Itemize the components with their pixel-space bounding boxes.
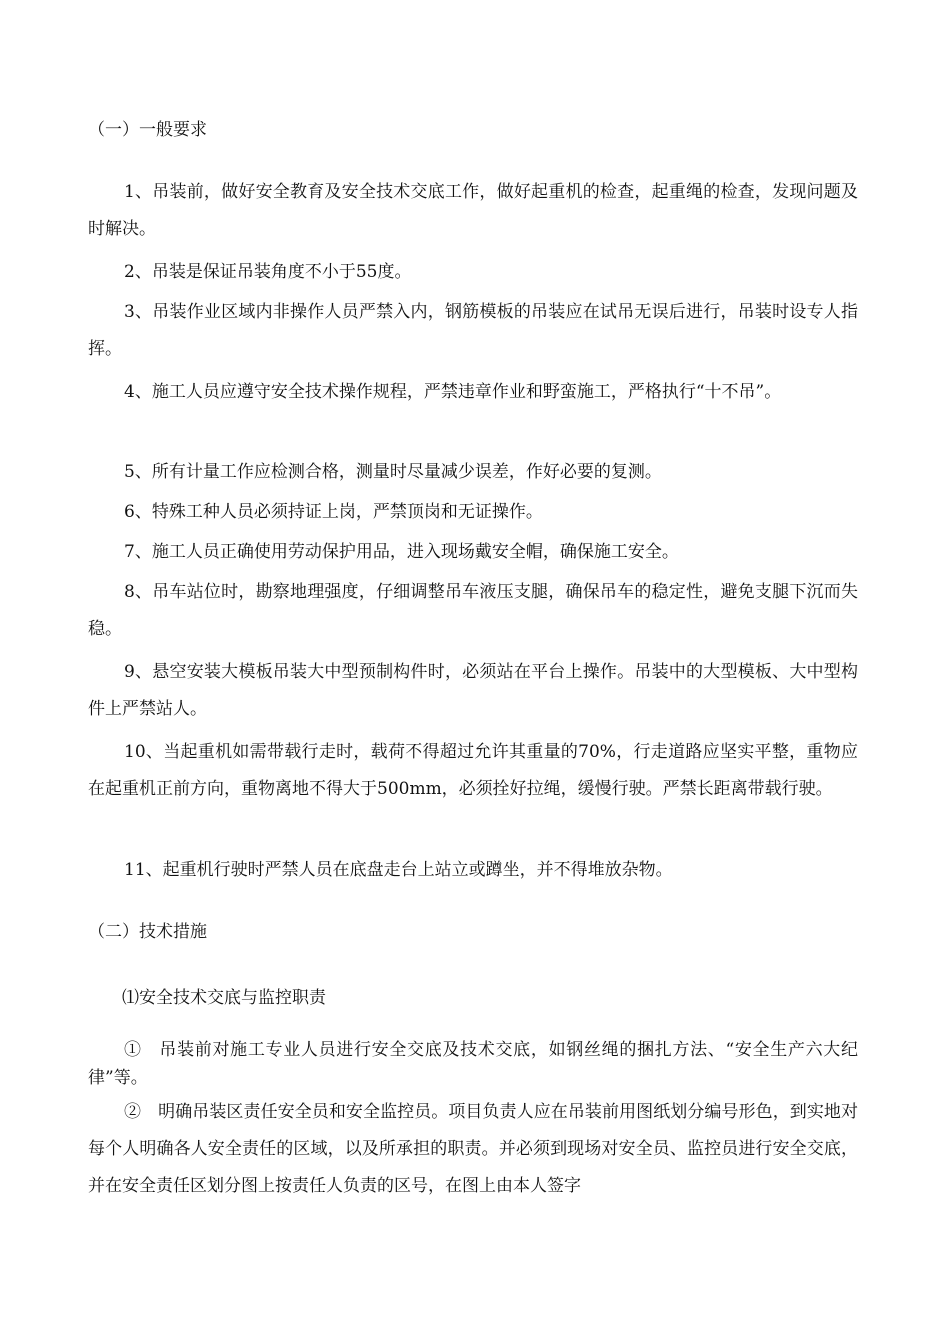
paragraph-circled-2: ② 明确吊装区责任安全员和安全监控员。项目负责人应在吊装前用图纸划分编号形色，到实地对每个人明确各人安全责任的区域，以及所承担的职责。并必须到现场对安全员、监控员进行安全交底，并在安全责任区划分图上按责任人负责的区号，在图上由本人签字 xyxy=(88,1102,858,1196)
paragraph-item-5: 5、所有计量工作应检测合格，测量时尽量减少误差，作好必要的复测。 xyxy=(124,462,662,482)
section-heading-general: （一）一般要求 xyxy=(88,120,207,140)
paragraph-item-2: 2、吊装是保证吊装角度不小于55度。 xyxy=(124,262,412,282)
paragraph-item-4: 4、施工人员应遵守安全技术操作规程，严禁违章作业和野蛮施工，严格执行“十不吊”。 xyxy=(124,382,782,402)
paragraph-item-9: 9、悬空安装大模板吊装大中型预制构件时，必须站在平台上操作。吊装中的大型模板、大中型构件上严禁站人。 xyxy=(88,662,858,719)
paragraph-item-10: 10、当起重机如需带载行走时，载荷不得超过允许其重量的70%，行走道路应坚实平整，重物应在起重机正前方向，重物离地不得大于500mm，必须拴好拉绳，缓慢行驶。严禁长距离带载行驶。 xyxy=(88,742,858,799)
paragraph-item-7: 7、施工人员正确使用劳动保护用品，进入现场戴安全帽，确保施工安全。 xyxy=(124,542,679,562)
paragraph-item-6: 6、特殊工种人员必须持证上岗，严禁顶岗和无证操作。 xyxy=(124,502,543,522)
paragraph-item-8: 8、吊车站位时，勘察地理强度，仔细调整吊车液压支腿，确保吊车的稳定性，避免支腿下沉而失稳。 xyxy=(88,582,858,639)
subsection-heading: ⑴安全技术交底与监控职责 xyxy=(122,988,326,1008)
paragraph-item-1: 1、吊装前，做好安全教育及安全技术交底工作，做好起重机的检查，起重绳的检查，发现问题及时解决。 xyxy=(88,182,858,239)
paragraph-item-3: 3、吊装作业区域内非操作人员严禁入内，钢筋模板的吊装应在试吊无误后进行，吊装时设专人指挥。 xyxy=(88,302,858,359)
section-heading-technical: （二）技术措施 xyxy=(88,922,207,942)
paragraph-item-11: 11、起重机行驶时严禁人员在底盘走台上站立或蹲坐，并不得堆放杂物。 xyxy=(124,860,673,880)
paragraph-circled-1: ① 吊装前对施工专业人员进行安全交底及技术交底，如钢丝绳的捆扎方法、“安全生产六大纪律”等。 xyxy=(88,1040,858,1088)
